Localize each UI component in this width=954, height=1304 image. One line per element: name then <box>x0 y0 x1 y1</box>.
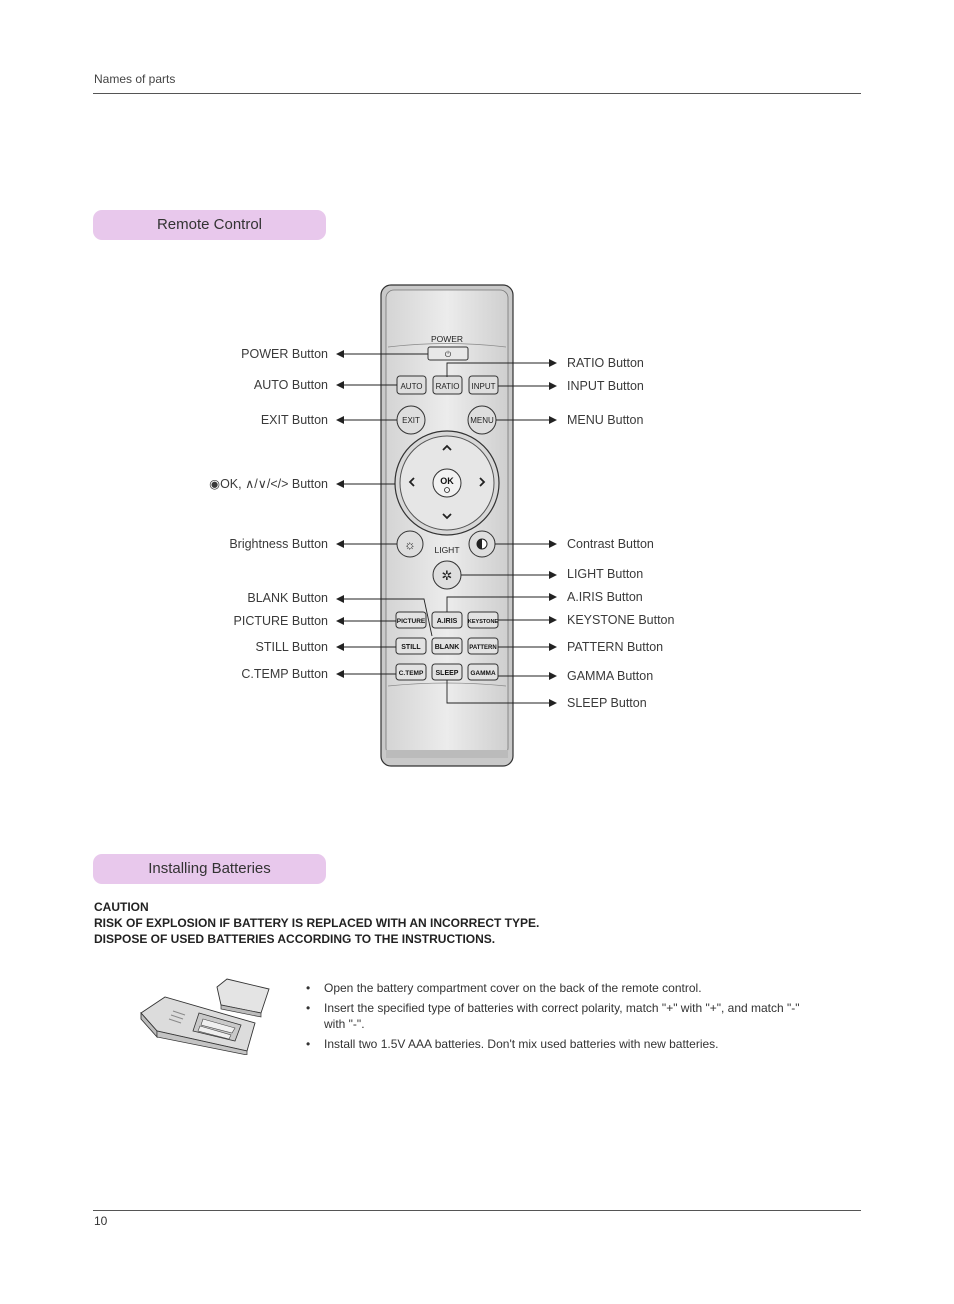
battery-compartment-illustration <box>137 975 277 1055</box>
power-icon: ⏻ <box>444 350 452 359</box>
gamma-key-label: GAMMA <box>470 670 496 677</box>
pattern-key-label: PATTERN <box>469 645 497 651</box>
battery-instructions-list <box>306 980 806 1056</box>
callout-menu: MENU Button <box>567 413 644 427</box>
auto-key-label: AUTO <box>400 382 423 391</box>
callout-keystone: KEYSTONE Button <box>567 613 675 627</box>
light-button[interactable] <box>433 561 461 589</box>
callout-airis: A.IRIS Button <box>567 590 643 604</box>
picture-button[interactable] <box>396 612 426 628</box>
sleep-key-label: SLEEP <box>435 670 459 677</box>
menu-key-label: MENU <box>470 416 494 425</box>
light-icon: ✲ <box>441 568 453 583</box>
list-item: • Install two 1.5V AAA batteries. Don't mix used batteries with new batteries. <box>306 1036 806 1052</box>
exit-button[interactable] <box>397 406 425 434</box>
pattern-button[interactable] <box>468 638 498 654</box>
caution-line-1: RISK OF EXPLOSION IF BATTERY IS REPLACED WITH AN INCORRECT TYPE. <box>94 916 540 930</box>
section-title-installing-batteries: Installing Batteries <box>93 854 326 884</box>
input-key-label: INPUT <box>471 382 496 391</box>
callout-ratio: RATIO Button <box>567 356 644 370</box>
ratio-key-label: RATIO <box>435 382 460 391</box>
callout-input: INPUT Button <box>567 379 644 393</box>
ctemp-key-label: C.TEMP <box>398 670 424 677</box>
callout-still: STILL Button <box>255 640 328 654</box>
exit-key-label: EXIT <box>402 416 420 425</box>
caution-line-2: DISPOSE OF USED BATTERIES ACCORDING TO THE INSTRUCTIONS. <box>94 932 496 946</box>
gamma-button[interactable] <box>468 664 498 680</box>
list-item: • Insert the specified type of batteries with correct polarity, match "+" with "+", and match "-" with "-". <box>306 1000 806 1032</box>
light-label: LIGHT <box>434 545 460 555</box>
callout-exit: EXIT Button <box>260 413 328 427</box>
battery-cover <box>217 979 269 1017</box>
callout-blank: BLANK Button <box>247 591 328 605</box>
keystone-key-label: KEYSTONE <box>467 619 499 625</box>
callout-ok-arrows: ◉OK, ∧/∨/</> Button <box>209 477 328 491</box>
callout-gamma: GAMMA Button <box>567 669 654 683</box>
contrast-button[interactable] <box>469 531 495 557</box>
power-button[interactable] <box>428 347 468 360</box>
page-number: 10 <box>94 1214 108 1228</box>
callout-pattern: PATTERN Button <box>567 640 664 654</box>
blank-key-label: BLANK <box>434 644 460 651</box>
footer-rule <box>93 1210 861 1211</box>
sun-icon: ☼ <box>404 537 416 552</box>
callout-brightness: Brightness Button <box>229 537 328 551</box>
callout-contrast: Contrast Button <box>567 537 654 551</box>
callout-sleep: SLEEP Button <box>567 696 647 710</box>
still-button[interactable] <box>396 638 426 654</box>
blank-button[interactable] <box>432 638 462 654</box>
caution-title: CAUTION <box>94 900 149 914</box>
callout-picture: PICTURE Button <box>233 614 328 628</box>
callout-ctemp: C.TEMP Button <box>241 667 328 681</box>
keystone-button[interactable] <box>468 612 498 628</box>
airis-button[interactable] <box>432 612 462 628</box>
callout-auto: AUTO Button <box>253 378 328 392</box>
ctemp-button[interactable] <box>396 664 426 680</box>
still-key-label: STILL <box>401 644 421 651</box>
ok-key-label: OK <box>440 476 454 486</box>
running-header: Names of parts <box>94 72 176 86</box>
picture-key-label: PICTURE <box>396 618 426 625</box>
section-title-remote-control: Remote Control <box>93 210 326 240</box>
auto-button[interactable] <box>397 376 426 394</box>
input-button[interactable] <box>469 376 498 394</box>
power-label: POWER <box>430 334 464 344</box>
sleep-button[interactable] <box>432 664 462 680</box>
ratio-button[interactable] <box>433 376 462 394</box>
list-item: • Open the battery compartment cover on the back of the remote control. <box>306 980 806 996</box>
callout-power: POWER Button <box>241 347 328 361</box>
callout-light: LIGHT Button <box>567 567 644 581</box>
airis-key-label: A.IRIS <box>436 618 458 625</box>
menu-button[interactable] <box>468 406 496 434</box>
caution-block <box>94 899 539 947</box>
brightness-button[interactable] <box>397 531 423 557</box>
ok-button[interactable] <box>433 469 461 497</box>
